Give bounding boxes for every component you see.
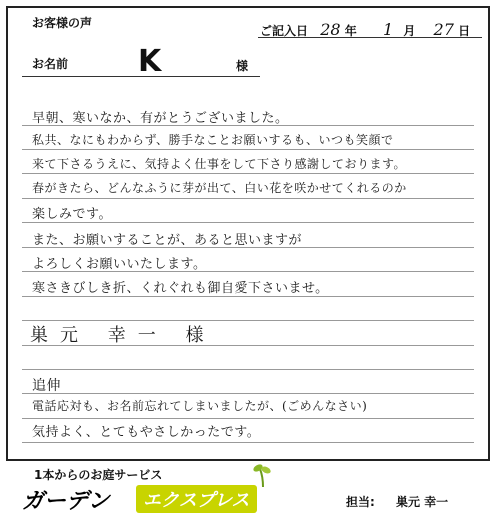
- date-underline: [258, 37, 482, 38]
- date-year: 28: [320, 20, 341, 39]
- form-title: お客様の声: [32, 16, 93, 30]
- date-label: ご記入日: [260, 24, 309, 38]
- letter-line: また、お願いすることが、あると思いますが: [32, 233, 303, 248]
- honorific: 様: [236, 59, 249, 73]
- year-label: 年: [344, 24, 357, 38]
- staff-label: 担当:: [346, 495, 375, 509]
- name-underline: [22, 76, 260, 77]
- ps-line: 電話応対も、お名前忘れてしまいましたが、(ごめんなさい): [32, 399, 368, 413]
- day-label: 日: [458, 24, 471, 38]
- name-label: お名前: [32, 57, 69, 71]
- sprout-logo-icon: [252, 462, 274, 492]
- name-value: K: [138, 44, 162, 79]
- ps-label: 追伸: [32, 378, 61, 394]
- brand-name-part1: ガーデン: [22, 489, 110, 514]
- staff-name: 巣元 幸一: [396, 495, 449, 509]
- date-day: 27: [433, 20, 454, 39]
- letter-line: よろしくお願いいたします。: [32, 257, 207, 272]
- ps-line: 気持よく、とてもやさしかったです。: [32, 425, 261, 440]
- letter-line: 寒さきびしき折、くれぐれも御自愛下さいませ。: [32, 281, 329, 296]
- footer-tagline: 1本からのお庭サービス: [34, 468, 163, 482]
- letter-line: 早朝、寒いなか、有がとうございました。: [32, 111, 289, 126]
- letter-line: 来て下さるうえに、気持よく仕事をして下さり感謝しております。: [32, 157, 407, 171]
- date-month: 1: [382, 20, 394, 39]
- letter-recipient: 巣元 幸一 様: [30, 325, 216, 346]
- brand-name-part2: エクスプレス: [136, 485, 257, 513]
- letter-line: 楽しみです。: [32, 207, 112, 222]
- letter-line: 私共、なにもわからず、勝手なことお願いするも、いつも笑顔で: [32, 133, 394, 147]
- letter-line: 春がきたら、どんなふうに芽が出て、白い花を咲かせてくれるのか: [32, 181, 407, 195]
- month-label: 月: [403, 24, 416, 38]
